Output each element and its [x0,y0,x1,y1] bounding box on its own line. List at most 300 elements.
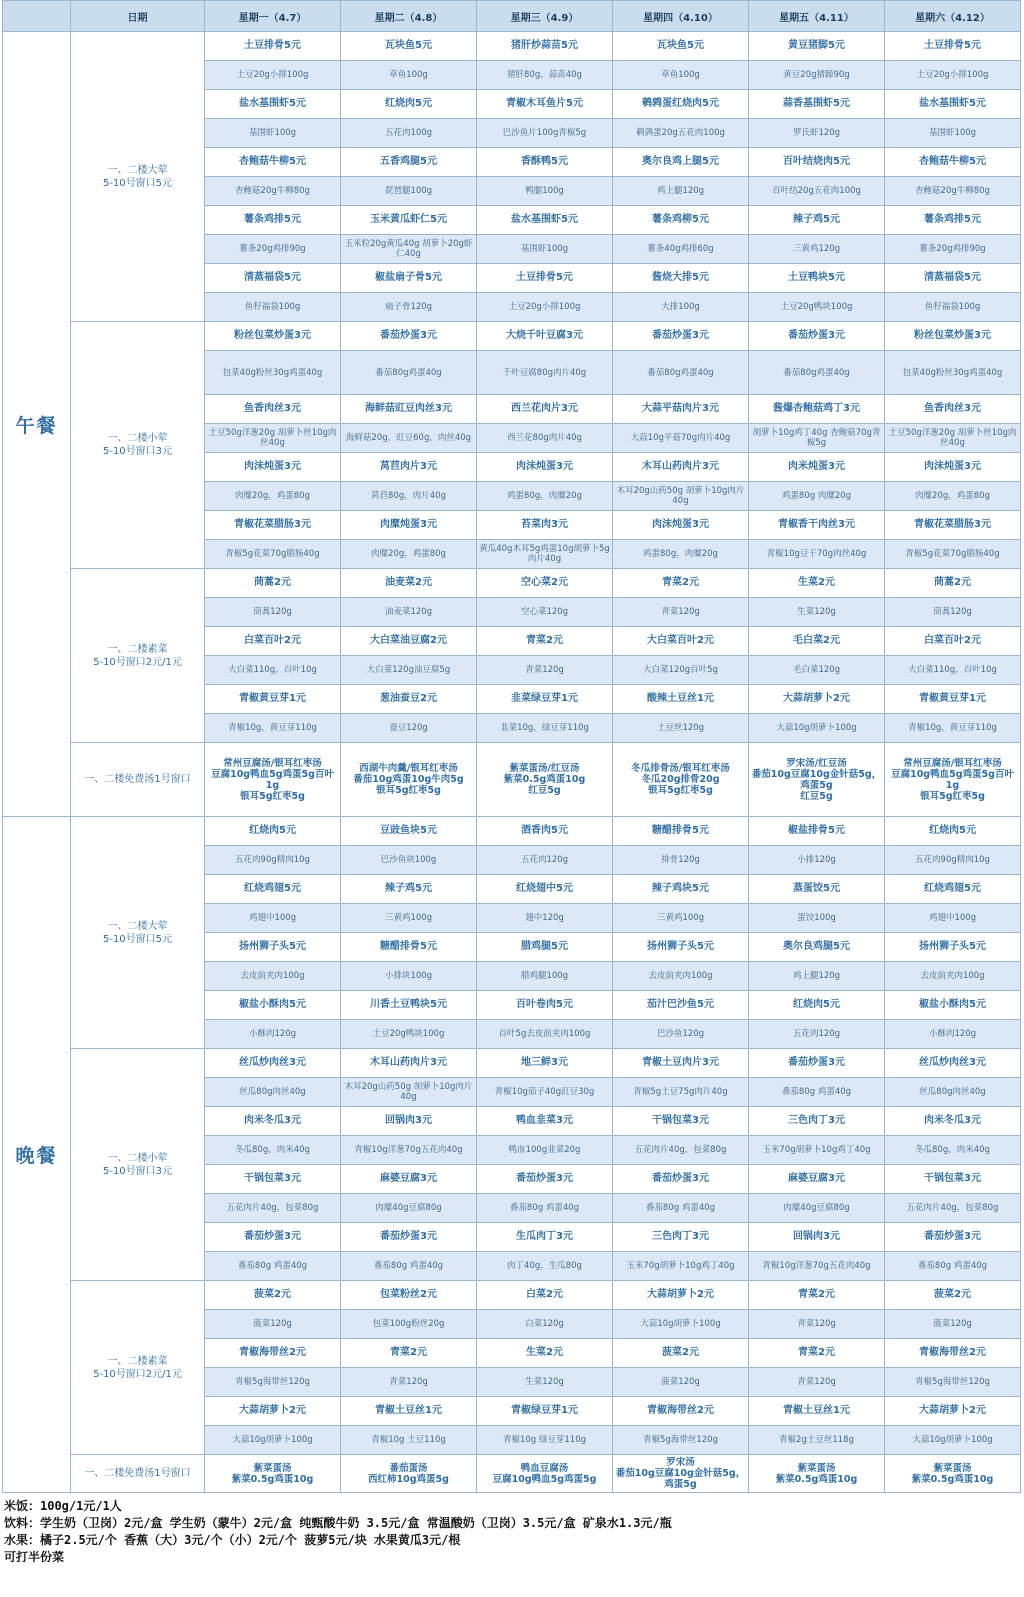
dish-name: 包菜粉丝2元 [341,1281,477,1310]
dish-name: 土豆排骨5元 [477,264,613,293]
dish-ingredients: 鸡蛋80g 肉糜20g [749,482,885,511]
dish-name: 杏鲍菇牛柳5元 [885,148,1021,177]
footer-line: 饮料：学生奶（卫岗）2元/盒 学生奶（蒙牛）2元/盒 纯甄酸牛奶 3.5元/盒 常温酸奶（卫岗）3.5元/盒 矿泉水1.3元/瓶 [4,1516,672,1530]
dish-name: 茄汁巴沙鱼5元 [613,991,749,1020]
dish-name: 番茄炒蛋3元 [477,1165,613,1194]
dish-ingredients: 草鱼100g [341,61,477,90]
dish-name: 糖醋排骨5元 [341,933,477,962]
dish-ingredients: 生菜120g [477,1368,613,1397]
dish-ingredients: 青椒5g花菜70g腊肠40g [205,540,341,569]
header-day: 星期一（4.7） [205,1,341,32]
dish-ingredients: 薯条40g鸡排60g [613,235,749,264]
dish-name: 肉米冬瓜3元 [885,1107,1021,1136]
dish-name: 麻婆豆腐3元 [749,1165,885,1194]
soup-line: 豆腐10g鸭血5g鸡蛋5g百叶1g [891,768,1014,791]
dish-ingredients: 五花肉片40g，包菜80g [885,1194,1021,1223]
header-day: 星期三（4.9） [477,1,613,32]
dish-name: 番茄炒蛋3元 [341,1223,477,1252]
group-label-line: 一、二楼素菜 [107,1355,168,1367]
dish-ingredients: 冬瓜80g，肉米40g [205,1136,341,1165]
dish-name: 蒸蛋饺5元 [749,875,885,904]
dish-name: 大烧千叶豆腐3元 [477,322,613,351]
dish-ingredients: 青椒5g海带丝120g [613,1426,749,1455]
dish-name: 鱼香肉丝3元 [885,395,1021,424]
dish-ingredients: 去皮前夹肉100g [885,962,1021,991]
dish-ingredients: 土豆20g鸭块100g [341,1020,477,1049]
soup-cell [477,743,613,817]
dish-ingredients: 去皮前夹肉100g [205,962,341,991]
soup-line: 紫菜蛋汤 [253,1462,292,1474]
dish-name: 茼蒿2元 [205,569,341,598]
dish-ingredients: 扇子骨120g [341,293,477,322]
dish-name: 红烧肉5元 [205,817,341,846]
menu-table [2,0,1021,1493]
dish-ingredients: 小酥肉120g [205,1020,341,1049]
group-label-line: 一、二楼免费汤1号窗口 [84,1468,191,1479]
dish-name: 酱爆杏鲍菇鸡丁3元 [749,395,885,424]
soup-line: 西红柿10g鸡蛋5g [368,1473,449,1485]
dish-name: 肉米冬瓜3元 [205,1107,341,1136]
dish-name: 土豆排骨5元 [885,32,1021,61]
dish-ingredients: 五花肉片40g，包菜80g [205,1194,341,1223]
dish-ingredients: 大排100g [613,293,749,322]
dish-ingredients: 五花肉90g精肉10g [885,846,1021,875]
dish-name: 椒盐扇子骨5元 [341,264,477,293]
dish-ingredients: 小排块100g [341,962,477,991]
dish-name: 大蒜平菇肉片3元 [613,395,749,424]
dish-name: 豆豉鱼块5元 [341,817,477,846]
soup-line: 银耳5g红枣5g [376,785,441,796]
soup-line: 红豆5g [528,785,561,796]
dish-ingredients: 五花肉90g精肉10g [205,846,341,875]
soup-line: 银耳5g红枣5g [240,790,305,802]
group-label-line: 一、二楼素菜 [107,643,168,655]
group-label [71,569,205,743]
dish-name: 毛白菜2元 [749,627,885,656]
dish-ingredients: 番茄80g鸡蛋40g [341,351,477,395]
dish-name: 薯条鸡排5元 [205,206,341,235]
dish-ingredients: 三黄鸡120g [749,235,885,264]
dish-ingredients: 五花肉120g [477,846,613,875]
header-day: 星期二（4.8） [341,1,477,32]
dish-name: 清蒸福袋5元 [885,264,1021,293]
soup-line: 冬瓜排骨汤/银耳红枣汤 [631,763,730,774]
dish-ingredients: 鸡翅中100g [205,904,341,933]
dish-name: 白菜2元 [477,1281,613,1310]
dish-ingredients: 番茄80g鸡蛋40g [749,351,885,395]
dish-ingredients: 鸭血100g韭菜20g [477,1136,613,1165]
dish-ingredients: 基围虾100g [885,119,1021,148]
dish-ingredients: 青菜120g [749,1310,885,1339]
dish-ingredients: 生菜120g [749,598,885,627]
group-label-line: 5-10号窗口3元 [102,1165,173,1177]
meal-label: 午餐 [3,32,71,817]
dish-name: 鹌鹑蛋红烧肉5元 [613,90,749,119]
soup-cell [341,743,477,817]
dish-name: 酸辣土豆丝1元 [613,685,749,714]
dish-ingredients: 土豆20g小排100g [477,293,613,322]
dish-ingredients: 青椒10g洋葱70g五花肉40g [341,1136,477,1165]
dish-name: 青菜2元 [477,627,613,656]
menu-body [3,32,1021,1493]
group-label-line: 5-10号窗口2元/1元 [93,1368,182,1380]
dish-ingredients: 鸭腿100g [477,177,613,206]
dish-ingredients: 猪肝80g，蒜苗40g [477,61,613,90]
dish-name: 番茄炒蛋3元 [613,322,749,351]
dish-ingredients: 青椒5g海带丝120g [885,1368,1021,1397]
dish-ingredients: 腊鸡腿100g [477,962,613,991]
dish-name: 三色肉丁3元 [749,1107,885,1136]
dish-ingredients: 韭菜10g，绿豆芽110g [477,714,613,743]
dish-ingredients: 鸡上腿120g [613,177,749,206]
menu-row [3,32,1021,61]
dish-name: 回锅肉3元 [749,1223,885,1252]
dish-ingredients: 鱼籽福袋100g [885,293,1021,322]
dish-name: 干锅包菜3元 [613,1107,749,1136]
header-day: 星期四（4.10） [613,1,749,32]
dish-name: 番茄炒蛋3元 [749,1049,885,1078]
dish-ingredients: 薯条20g鸡排90g [885,235,1021,264]
dish-name: 白菜百叶2元 [205,627,341,656]
dish-name: 盐水基围虾5元 [205,90,341,119]
dish-ingredients: 大蒜10g胡萝卜100g [205,1426,341,1455]
dish-ingredients: 小排120g [749,846,885,875]
dish-ingredients: 翅中120g [477,904,613,933]
dish-ingredients: 玉米70g胡萝卜10g鸡丁40g [613,1252,749,1281]
soup-line: 紫菜0.5g鸡蛋10g [911,1473,994,1485]
dish-ingredients: 肉糜20g，鸡蛋80g [341,540,477,569]
soup-line: 鸭血豆腐汤 [520,1462,569,1474]
dish-ingredients: 三黄鸡100g [341,904,477,933]
dish-name: 大蒜胡萝卜2元 [885,1397,1021,1426]
dish-ingredients: 丝瓜80g肉丝40g [885,1078,1021,1107]
dish-ingredients: 菠菜120g [885,1310,1021,1339]
dish-name: 五香鸡腿5元 [341,148,477,177]
dish-name: 青椒土豆丝1元 [341,1397,477,1426]
dish-name: 肉沫炖蛋3元 [613,511,749,540]
dish-ingredients: 青菜120g [477,656,613,685]
dish-ingredients: 土豆50g洋葱20g 胡萝卜丝10g肉丝40g [885,424,1021,453]
dish-name: 青椒土豆肉片3元 [613,1049,749,1078]
dish-ingredients: 肉丁40g，生瓜80g [477,1252,613,1281]
dish-ingredients: 青菜120g [749,1368,885,1397]
dish-name: 苔菜肉3元 [477,511,613,540]
dish-ingredients: 土豆丝120g [613,714,749,743]
group-label-line: 一、二楼大荤 [107,164,168,176]
dish-ingredients: 青椒10g，黄豆芽110g [885,714,1021,743]
group-label [71,322,205,569]
dish-name: 玉米黄瓜虾仁5元 [341,206,477,235]
dish-name: 韭菜绿豆芽1元 [477,685,613,714]
dish-ingredients: 巴沙鱼片100g青椒5g [477,119,613,148]
footer-line: 水果：橘子2.5元/个 香蕉（大）3元/个（小）2元/个 菠萝5元/块 水果黄瓜3元/根 [4,1533,461,1547]
dish-ingredients: 青菜120g [613,598,749,627]
group-label [71,32,205,322]
dish-name: 干锅包菜3元 [205,1165,341,1194]
dish-name: 地三鲜3元 [477,1049,613,1078]
group-label [71,743,205,817]
dish-name: 盐水基围虾5元 [885,90,1021,119]
dish-name: 大蒜胡萝卜2元 [749,685,885,714]
dish-name: 白菜百叶2元 [885,627,1021,656]
dish-name: 扬州狮子头5元 [885,933,1021,962]
dish-ingredients: 青菜120g [341,1368,477,1397]
dish-name: 青椒花菜腊肠3元 [885,511,1021,540]
soup-line: 常州豆腐汤/银耳红枣汤 [223,757,322,769]
dish-ingredients: 鸡蛋80g，肉糜20g [613,540,749,569]
dish-ingredients: 大白菜110g，百叶10g [205,656,341,685]
menu-row [3,1049,1021,1078]
group-label-line: 5-10号窗口3元 [102,446,173,457]
dish-name: 青菜2元 [749,1281,885,1310]
soup-line: 豆腐10g鸭血5g鸡蛋5g [492,1473,597,1485]
header-blank [3,1,71,32]
dish-ingredients: 肉糜20g，鸡蛋80g [885,482,1021,511]
dish-name: 蒜香基围虾5元 [749,90,885,119]
dish-ingredients: 青椒5g土豆75g肉片40g [613,1078,749,1107]
menu-row [3,743,1021,817]
menu-row [3,322,1021,351]
soup-cell [749,743,885,817]
dish-ingredients: 鹌鹑蛋20g五花肉100g [613,119,749,148]
dish-ingredients: 青椒10g洋葱70g五花肉40g [749,1252,885,1281]
dish-name: 大蒜胡萝卜2元 [613,1281,749,1310]
dish-name: 麻婆豆腐3元 [341,1165,477,1194]
dish-name: 粉丝包菜炒蛋3元 [205,322,341,351]
dish-name: 青椒黄豆芽1元 [205,685,341,714]
dish-name: 丝瓜炒肉丝3元 [885,1049,1021,1078]
dish-ingredients: 琵琶腿100g [341,177,477,206]
dish-name: 青椒海带丝2元 [205,1339,341,1368]
menu-row [3,569,1021,598]
dish-ingredients: 黄瓜40g木耳5g鸡蛋10g胡萝卜5g肉片40g [477,540,613,569]
dish-ingredients: 黄豆20g猪蹄90g [749,61,885,90]
dish-name: 木耳山药肉片3元 [341,1049,477,1078]
soup-line: 银耳5g红枣5g [648,785,713,796]
dish-name: 辣子鸡5元 [749,206,885,235]
dish-ingredients: 大白菜110g，百叶10g [885,656,1021,685]
header-date-label: 日期 [71,1,205,32]
soup-cell [885,743,1021,817]
footer-notes [4,1498,1020,1566]
dish-name: 奥尔良鸡腿5元 [749,933,885,962]
dish-name: 椒盐小酥肉5元 [885,991,1021,1020]
dish-ingredients: 番茄80g 鸡蛋40g [477,1194,613,1223]
dish-name: 青菜2元 [749,1339,885,1368]
dish-ingredients: 肉糜40g豆腐80g [749,1194,885,1223]
dish-ingredients: 西兰花80g肉片40g [477,424,613,453]
soup-line: 紫菜0.5g鸡蛋10g [503,774,586,785]
dish-name: 大蒜胡萝卜2元 [205,1397,341,1426]
dish-name: 红烧肉5元 [341,90,477,119]
dish-name: 菠菜2元 [613,1339,749,1368]
dish-ingredients: 青椒10g豆干70g肉丝40g [749,540,885,569]
dish-ingredients: 丝瓜80g肉丝40g [205,1078,341,1107]
dish-name: 酒香肉5元 [477,817,613,846]
dish-name: 薯条鸡排5元 [885,206,1021,235]
dish-name: 红烧翅中5元 [477,875,613,904]
dish-ingredients: 木耳20g山药50g 胡萝卜10g肉片40g [613,482,749,511]
dish-ingredients: 大蒜10g平菇70g肉片40g [613,424,749,453]
dish-name: 椒盐小酥肉5元 [205,991,341,1020]
dish-name: 生菜2元 [477,1339,613,1368]
soup-line: 西湖牛肉羹/银耳红枣汤 [359,763,458,774]
footer-line: 米饭：100g/1元/1人 [4,1499,122,1513]
dish-name: 青椒海带丝2元 [885,1339,1021,1368]
soup-cell [749,1455,885,1493]
group-label-line: 一、二楼大荤 [107,920,168,932]
dish-name: 番茄炒蛋3元 [205,1223,341,1252]
dish-ingredients: 包菜100g粉丝20g [341,1310,477,1339]
dish-ingredients: 番茄80g鸡蛋40g [613,351,749,395]
dish-ingredients: 青椒2g土豆丝118g [749,1426,885,1455]
dish-name: 生瓜肉丁3元 [477,1223,613,1252]
dish-ingredients: 青椒5g花菜70g腊肠40g [885,540,1021,569]
dish-ingredients: 茼蒿120g [885,598,1021,627]
dish-name: 青椒香干肉丝3元 [749,511,885,540]
dish-name: 莴苣肉片3元 [341,453,477,482]
soup-line: 银耳5g红枣5g [920,790,985,802]
soup-line: 番茄蛋汤 [389,1462,428,1474]
dish-ingredients: 去皮前夹肉100g [613,962,749,991]
dish-ingredients: 青椒10g茄子40g豇豆30g [477,1078,613,1107]
dish-name: 酱烧大排5元 [613,264,749,293]
dish-ingredients: 蛋饺100g [749,904,885,933]
dish-name: 葱油蚕豆2元 [341,685,477,714]
dish-name: 红烧肉5元 [749,991,885,1020]
dish-ingredients: 土豆20g小排100g [885,61,1021,90]
dish-name: 百叶结烧肉5元 [749,148,885,177]
dish-name: 大白菜油豆腐2元 [341,627,477,656]
soup-cell [205,1455,341,1493]
soup-cell [477,1455,613,1493]
soup-line: 罗宋汤 [666,1457,695,1468]
soup-line: 紫菜蛋汤 [797,1462,836,1474]
dish-ingredients: 鸡上腿120g [749,962,885,991]
dish-name: 油麦菜2元 [341,569,477,598]
menu-row [3,817,1021,846]
dish-name: 土豆鸭块5元 [749,264,885,293]
dish-ingredients: 番茄80g 鸡蛋40g [205,1252,341,1281]
dish-ingredients: 番茄80g 鸡蛋40g [749,1078,885,1107]
header-row [3,1,1021,32]
dish-ingredients: 五花肉100g [341,119,477,148]
dish-ingredients: 小酥肉120g [885,1020,1021,1049]
dish-ingredients: 冬瓜80g，肉米40g [885,1136,1021,1165]
dish-ingredients: 青椒10g 绿豆芽110g [477,1426,613,1455]
dish-ingredients: 肉糜20g，鸡蛋80g [205,482,341,511]
dish-name: 青椒木耳鱼片5元 [477,90,613,119]
soup-line: 豆腐10g鸭血5g鸡蛋5g百叶1g [211,768,334,791]
dish-name: 肉糜炖蛋3元 [341,511,477,540]
dish-ingredients: 菠菜120g [613,1368,749,1397]
dish-name: 扬州狮子头5元 [613,933,749,962]
dish-name: 大白菜百叶2元 [613,627,749,656]
dish-name: 百叶卷肉5元 [477,991,613,1020]
dish-name: 青椒黄豆芽1元 [885,685,1021,714]
menu-row [3,1455,1021,1493]
dish-name: 丝瓜炒肉丝3元 [205,1049,341,1078]
soup-line: 冬瓜20g排骨20g [641,774,720,785]
soup-line: 紫菜0.5g鸡蛋10g [775,1473,858,1485]
dish-ingredients: 油麦菜120g [341,598,477,627]
footer-line: 可打半份菜 [4,1550,65,1564]
dish-name: 鸭血韭菜3元 [477,1107,613,1136]
dish-name: 青椒海带丝2元 [613,1397,749,1426]
dish-name: 海鲜菇豇豆肉丝3元 [341,395,477,424]
dish-ingredients: 大白菜120g油豆腐5g [341,656,477,685]
group-label-line: 5-10号窗口5元 [102,933,173,945]
dish-name: 番茄炒蛋3元 [885,1223,1021,1252]
header-day: 星期六（4.12） [885,1,1021,32]
dish-ingredients: 土豆20g小排100g [205,61,341,90]
header-day: 星期五（4.11） [749,1,885,32]
dish-name: 肉米炖蛋3元 [749,453,885,482]
dish-ingredients: 杏鲍菇20g牛柳80g [885,177,1021,206]
dish-ingredients: 罗氏虾120g [749,119,885,148]
dish-name: 肉沫炖蛋3元 [205,453,341,482]
dish-ingredients: 千叶豆腐80g肉片40g [477,351,613,395]
dish-name: 菠菜2元 [205,1281,341,1310]
dish-ingredients: 大蒜10g胡萝卜100g [749,714,885,743]
soup-cell [205,743,341,817]
dish-ingredients: 土豆20g鸭块100g [749,293,885,322]
dish-name: 瓦块鱼5元 [613,32,749,61]
soup-cell [341,1455,477,1493]
dish-name: 黄豆猪脚5元 [749,32,885,61]
dish-ingredients: 木耳20g山药50g 胡萝卜10g肉片40g [341,1078,477,1107]
dish-ingredients: 基围虾100g [477,235,613,264]
soup-line: 番茄10g鸡蛋10g牛肉5g [353,774,464,785]
dish-ingredients: 茼蒿120g [205,598,341,627]
dish-ingredients: 青椒10g 土豆110g [341,1426,477,1455]
dish-name: 生菜2元 [749,569,885,598]
dish-ingredients: 玉米粒20g黄瓜40g 胡萝卜20g虾仁40g [341,235,477,264]
menu-row [3,1281,1021,1310]
group-label [71,1049,205,1281]
dish-ingredients: 胡萝卜10g鸡丁40g 杏鲍菇70g青椒5g [749,424,885,453]
dish-ingredients: 土豆50g洋葱20g 胡萝卜丝10g肉丝40g [205,424,341,453]
dish-name: 肉沫炖蛋3元 [477,453,613,482]
dish-name: 红烧鸡翅5元 [885,875,1021,904]
dish-name: 肉沫炖蛋3元 [885,453,1021,482]
dish-name: 鱼香肉丝3元 [205,395,341,424]
group-label-line: 5-10号窗口5元 [102,177,173,189]
dish-ingredients: 包菜40g粉丝30g鸡蛋40g [205,351,341,395]
dish-name: 番茄炒蛋3元 [341,322,477,351]
dish-ingredients: 番茄80g 鸡蛋40g [885,1252,1021,1281]
dish-ingredients: 鱼籽福袋100g [205,293,341,322]
dish-ingredients: 青椒10g，黄豆芽110g [205,714,341,743]
dish-ingredients: 五花肉片40g，包菜80g [613,1136,749,1165]
dish-name: 奥尔良鸡上腿5元 [613,148,749,177]
soup-cell [613,1455,749,1493]
group-label-line: 一、二楼免费汤1号窗口 [84,774,191,785]
soup-cell [613,743,749,817]
dish-ingredients: 草鱼100g [613,61,749,90]
dish-ingredients: 大白菜120g百叶5g [613,656,749,685]
dish-name: 回锅肉3元 [341,1107,477,1136]
dish-name: 猪肝炒蒜苗5元 [477,32,613,61]
dish-ingredients: 大蒜10g胡萝卜100g [885,1426,1021,1455]
dish-name: 空心菜2元 [477,569,613,598]
dish-ingredients: 菠菜120g [205,1310,341,1339]
dish-name: 三色肉丁3元 [613,1223,749,1252]
dish-ingredients: 莴苣80g，肉片40g [341,482,477,511]
dish-name: 扬州狮子头5元 [205,933,341,962]
dish-ingredients: 五花肉120g [749,1020,885,1049]
dish-name: 青菜2元 [613,569,749,598]
